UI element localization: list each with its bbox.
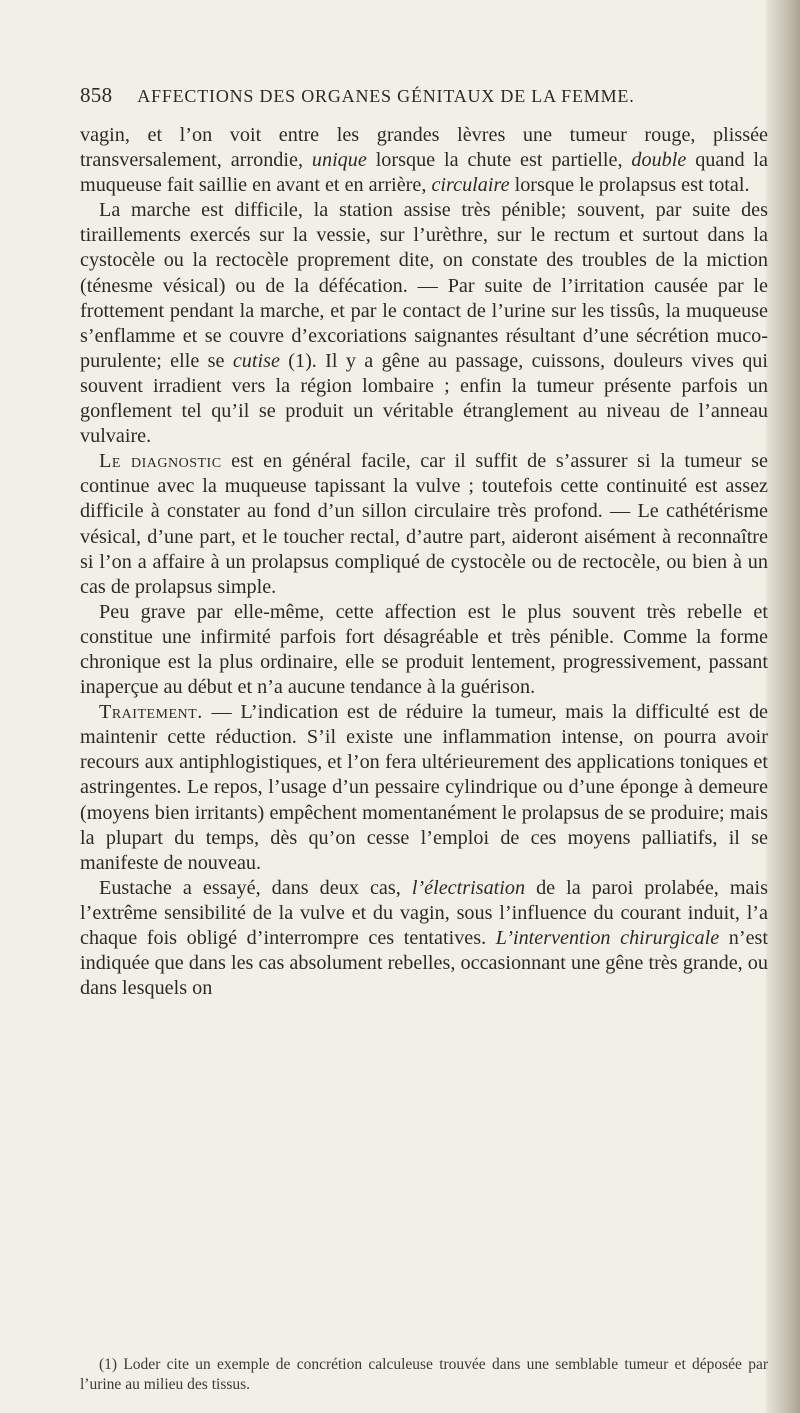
italic-term: l’électrisation (411, 876, 526, 899)
italic-term: cutise (232, 349, 280, 372)
text-run: — L’indication est de réduire la tumeur, mais la difficulté est de maintenir cette réduction. S’il existe une inflammation intense, on pourra avoir recours aux antiphlogistiques, et l’on fera ultérieurement des applications toniques et astringentes. Le repos, l’usage d’un pessaire cylindrique ou d’une éponge à demeure (moyens bien irritants) empêchent momentanément le prolapsus de se produire; mais la plupart du temps, dès qu’on cesse l’emploi de ces moyens palliatifs, il se manifeste de nouveau. (80, 701, 768, 874)
text-run: de la paroi prolabée, mais l’extrême sensibilité de la vulve et du vagin, sous l’influence du courant induit, l’a chaque fois obligé d’interrompre ces tentatives. (80, 876, 768, 949)
text-run: Peu grave par elle-même, cette affection est le plus souvent très rebelle et constitue une infirmité parfois fort désagréable et très pénible. Comme la forme chronique est la plus ordinaire, elle se produit lentement, progressivement, passant inaperçue au début et n’a aucune tendance à la guérison. (80, 600, 768, 699)
paragraph-prognosis (80, 600, 768, 700)
italic-term: double (631, 149, 687, 172)
italic-term: L’intervention chirurgicale (495, 927, 720, 949)
running-title: AFFECTIONS DES ORGANES GÉNITAUX DE LA FEMME. (137, 86, 635, 106)
page-header (80, 83, 730, 108)
page-edge-shadow (766, 0, 800, 1413)
body-text (80, 123, 768, 1001)
page-number: 858 (80, 83, 113, 107)
text-run: n’est indiquée que dans les cas absolument rebelles, occasionnant une gêne très grande, ou dans lesquels on (80, 927, 768, 1000)
section-heading-treatment: Traitement. (99, 701, 203, 724)
paragraph-treatment (80, 700, 768, 876)
paragraph-electrisation (80, 876, 768, 1001)
paragraph-symptoms (80, 198, 768, 449)
italic-term: circulaire (431, 174, 510, 197)
text-run: lorsque la chute est partielle, (366, 149, 632, 172)
text-run: est en général facile, car il suffit de s’assurer si la tumeur se continue avec la muqueuse tapissant la vulve ; toutefois cette continuité est assez difficile à constater au fond d’un sillon circulaire très profond. — Le cathétérisme vésical, d’une part, et le toucher rectal, d’autre part, aideront aisément à reconnaître si l’on a affaire à un prolapsus compliqué de cystocèle ou de rectocèle, ou bien à un cas de prolapsus simple. (80, 450, 768, 598)
text-run: (1). Il y a gêne au passage, cuissons, douleurs vives qui souvent irradient vers la région lombaire ; enfin la tumeur présente parfois un gonflement tel qu’il se produit un véritable étranglement au niveau de l’anneau vulvaire. (80, 349, 768, 448)
italic-term: unique (311, 149, 367, 172)
text-run: Eustache a essayé, dans deux cas, (99, 876, 412, 899)
footnote: (1) Loder cite un exemple de concrétion calculeuse trouvée dans une semblable tumeur et déposée par l’urine au milieu des tissus. (80, 1356, 768, 1393)
text-run: La marche est difficile, la station assise très pénible; souvent, par suite des tiraillements exercés sur la vessie, sur l’urèthre, sur le rectum et surtout dans la cystocèle ou la rectocèle proprement dite, on constate des troubles de la miction (ténesme vésical) ou de la défécation. — Par suite de l’irritation causée par le frottement pendant la marche, et par le contact de l’urine sur les tissûs, la muqueuse s’enflamme et se couvre d’excoriations saignantes résultant d’une sécrétion muco-purulente; elle se (80, 199, 768, 372)
text-run: lorsque le prolapsus est total. (509, 174, 750, 197)
paragraph-diagnostic (80, 449, 768, 600)
section-heading-diagnostic: Le diagnostic (99, 450, 222, 473)
text-run: vagin, et l’on voit entre les grandes lèvres une tumeur rouge, plissée transversalement, arrondie, (80, 124, 768, 172)
text-run: quand la muqueuse fait saillie en avant et en arrière, (80, 149, 768, 197)
paragraph-prolapsus-forms (80, 123, 768, 198)
